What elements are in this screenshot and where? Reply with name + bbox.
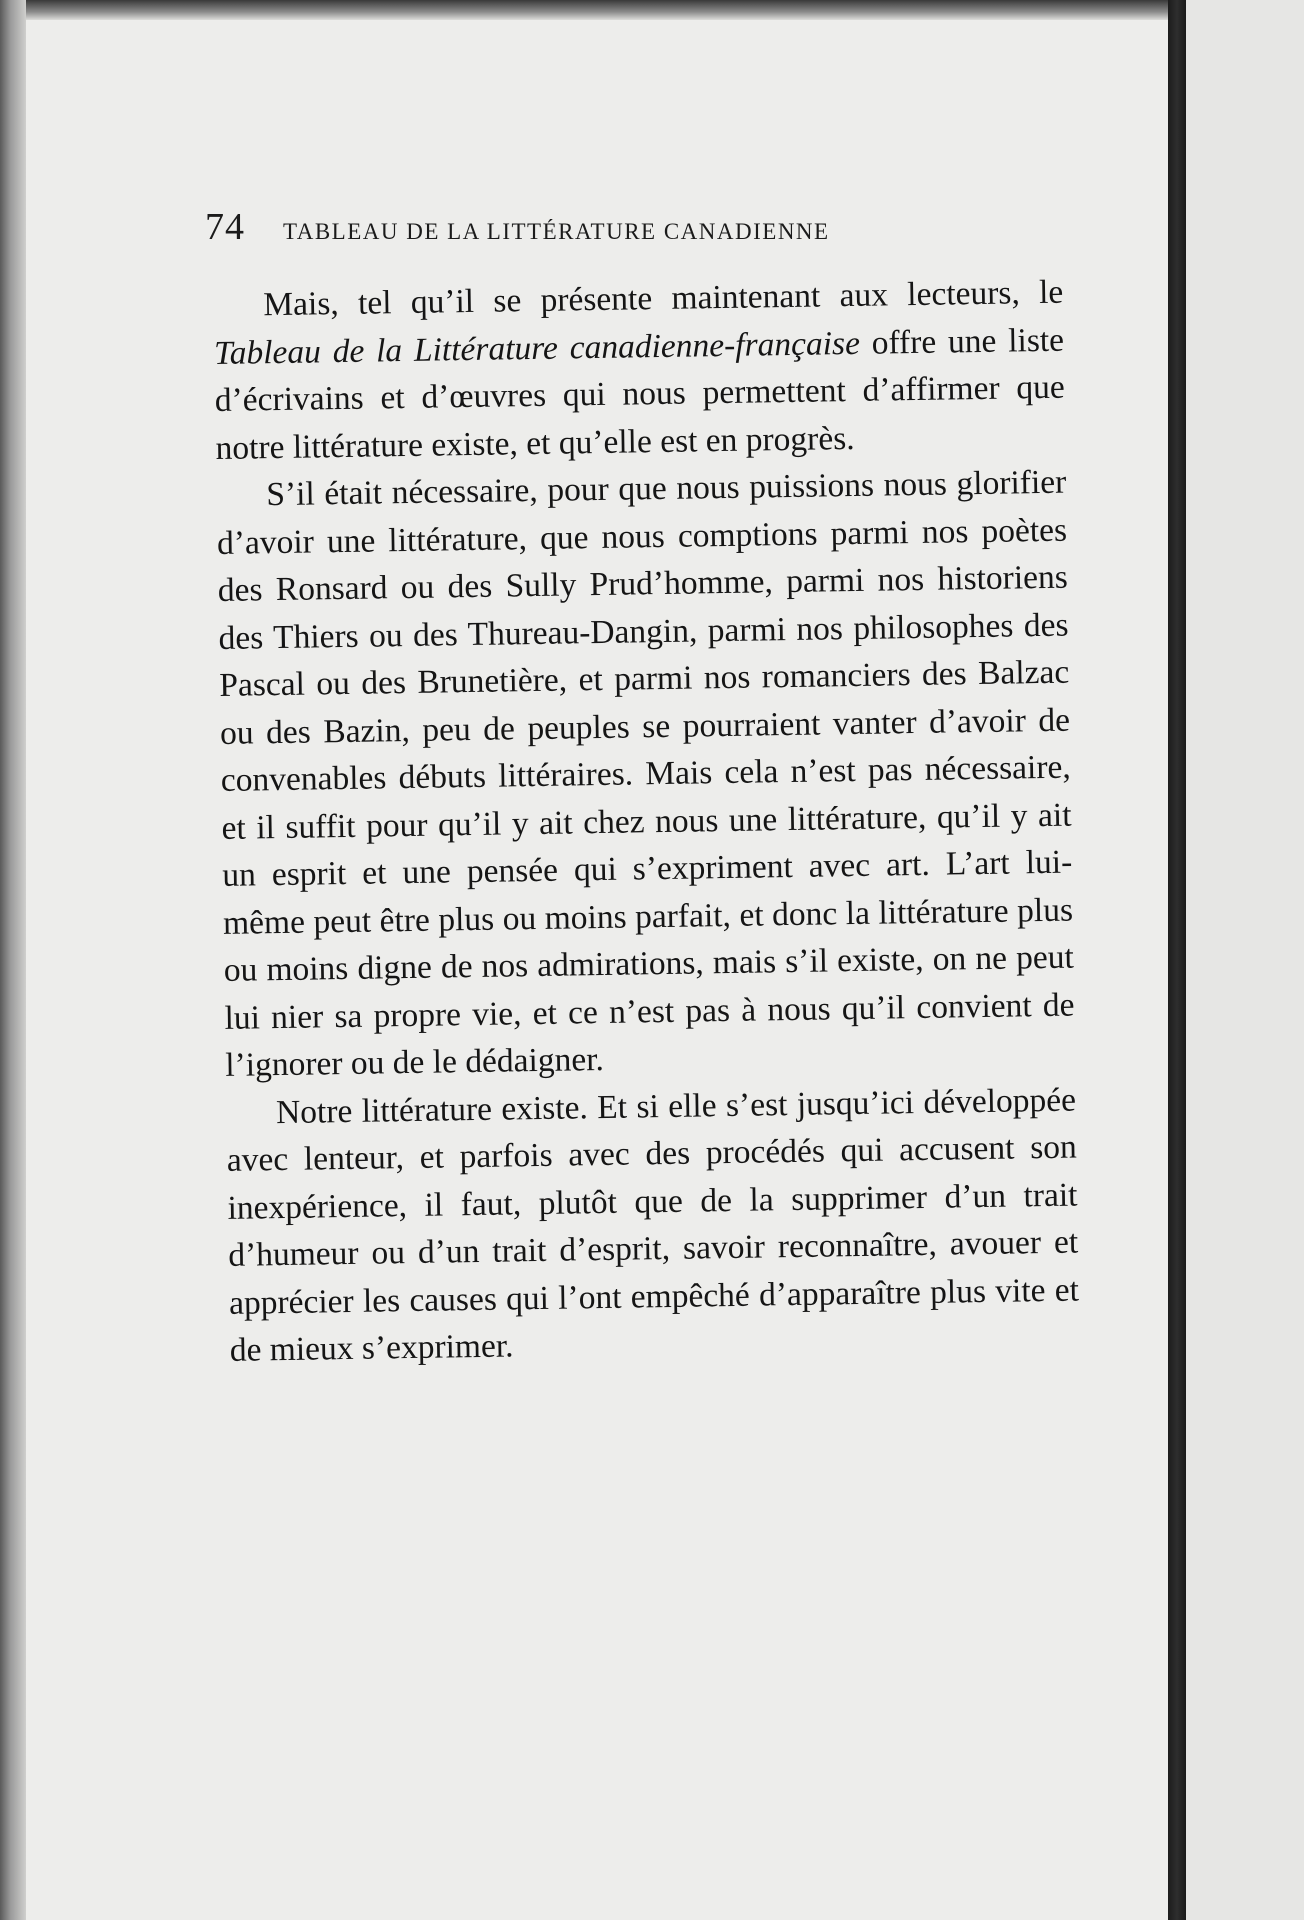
paragraph-3: Notre littérature existe. Et si elle s’est jusqu’ici développée avec lenteur, et parfois avec des procédés qui accusent son inexpérience, il faut, plutôt que de la supprimer d’un trait d’humeur ou d’un trait d’esprit, savoir reconnaître, avouer et apprécier les causes qui l’ont empêché d’apparaître plus vite et de mieux s’exprimer. xyxy=(226,1081,1080,1369)
scan-top-edge xyxy=(0,0,1304,20)
paragraph-2: S’il était nécessaire, pour que nous puissions nous glorifier d’avoir une littérature, que nous comptions parmi nos poètes des Ronsard ou des Sully Prud’homme, parmi nos historiens des Thiers ou des Thureau-Dangin, parmi nos philosophes des Pascal ou des Brunetière, et parmi nos romanciers des Balzac ou des Bazin, peu de peuples se pourraient vanter d’avoir de convenables débuts littéraires. Mais cela n’est pas nécessaire, et il suffit pour qu’il y ait chez nous une littérature, qu’il y ait un esprit et une pensée qui s’expriment avec art. L’art lui-même peut être plus ou moins parfait, et donc la littérature plus ou moins digne de nos admirations, mais s’il existe, on ne peut lui nier sa propre vie, et ce n’est pas à nous qu’il convient de l’ignorer ou de le dédaigner. xyxy=(216,463,1075,1084)
scan-left-gutter xyxy=(0,0,26,1920)
book-page-right-edge xyxy=(1186,0,1304,1920)
book-title-italic: Tableau de la Littérature canadienne-française xyxy=(213,324,861,372)
paragraph-1 xyxy=(213,269,1066,472)
paragraph-1-end: offre une liste d’écrivains et d’œuvres qui nous permettent d’affirmer que notre littérature existe, et qu’elle est en progrès. xyxy=(214,321,1066,467)
paragraph-1-start: Mais, tel qu’il se présente maintenant aux lecteurs, le xyxy=(263,273,1064,324)
book-spine-gutter xyxy=(1168,0,1186,1920)
page-body xyxy=(213,269,1080,1375)
page-header xyxy=(205,205,1025,265)
page-number: 74 xyxy=(205,206,245,248)
running-title: TABLEAU DE LA LITTÉRATURE CANADIENNE xyxy=(283,219,830,244)
